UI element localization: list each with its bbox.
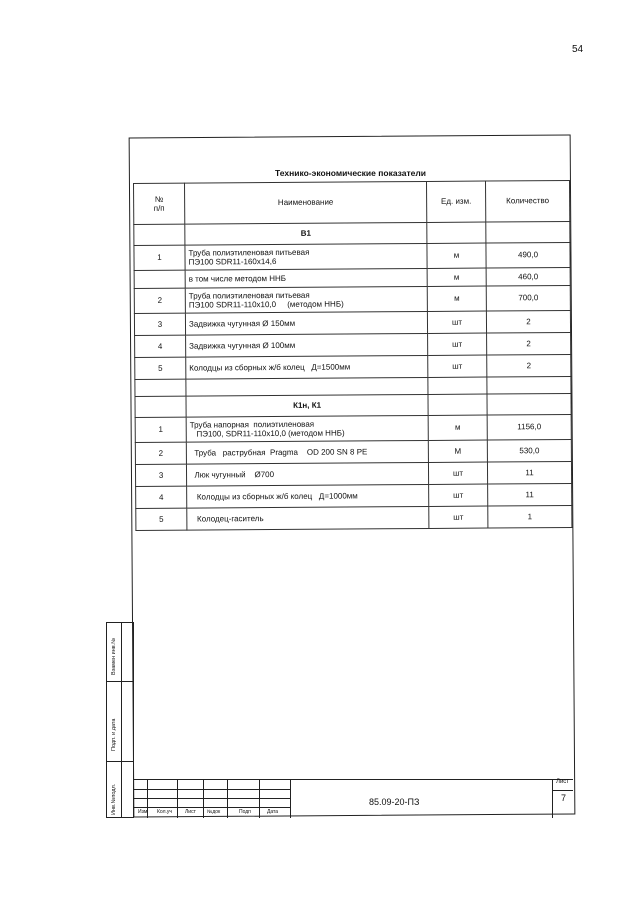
header-qty: Количество <box>485 180 569 222</box>
row-name: Люк чугунный Ø700 <box>186 462 428 486</box>
side-label-inv-podl: Инв.№подл. <box>111 783 117 815</box>
row-qty: 1 <box>488 505 572 528</box>
stamp-label-num-dok: №док <box>207 809 221 815</box>
stamp-label-podp: Подп <box>239 809 251 815</box>
row-num: 2 <box>134 288 185 313</box>
row-name: в том числе методом ННБ <box>185 268 427 288</box>
stamp-label-izm: Изм <box>138 809 148 815</box>
row-name: Труба полиэтиленовая питьевая ПЭ100 SDR11-160х14,6 <box>185 243 427 270</box>
empty-cell <box>134 224 185 245</box>
side-label-inv-zam: Взамен инв.№ <box>111 637 117 675</box>
row-num: 5 <box>135 357 186 379</box>
row-num <box>134 270 185 288</box>
header-name: Наименование <box>185 181 427 224</box>
table-row <box>135 461 571 486</box>
page-number: 54 <box>572 44 584 55</box>
document-code: 85.09-20-ПЗ <box>369 797 420 807</box>
row-num: 3 <box>134 313 185 335</box>
row-num: 1 <box>134 245 185 270</box>
row-name: Задвижка чугунная Ø 100мм <box>186 333 428 357</box>
row-unit: шт <box>428 333 487 355</box>
table-row <box>135 332 571 357</box>
row-name: Труба раструбная Pragma OD 200 SN 8 PE <box>186 440 428 464</box>
table-row <box>135 439 571 464</box>
empty-cell <box>486 221 570 243</box>
header-num: № п/п <box>134 183 185 224</box>
row-name: Задвижка чугунная Ø 150мм <box>185 311 427 335</box>
document-title: Технико-экономические показатели <box>275 168 427 178</box>
row-qty: 700,0 <box>486 285 570 311</box>
empty-cell <box>428 377 487 394</box>
row-qty: 460,0 <box>486 267 570 286</box>
row-qty: 11 <box>488 483 572 506</box>
row-num: 3 <box>135 464 186 486</box>
table-row <box>135 414 571 442</box>
row-qty: 11 <box>487 461 571 484</box>
row-unit: шт <box>428 462 487 484</box>
table-row <box>134 310 570 335</box>
row-name: Колодцы из сборных ж/б колец Д=1000мм <box>187 484 429 508</box>
side-strip <box>106 622 134 818</box>
empty-cell <box>428 394 487 415</box>
row-qty: 2 <box>487 354 571 377</box>
empty-cell <box>487 393 571 415</box>
row-unit: шт <box>428 355 487 377</box>
empty-cell <box>427 222 486 243</box>
row-qty: 1156,0 <box>487 414 571 440</box>
row-name: Колодец-гаситель <box>187 506 429 530</box>
row-qty: 490,0 <box>486 242 570 268</box>
row-num: 4 <box>136 486 187 508</box>
row-unit: м <box>428 415 487 440</box>
side-label-podp-data: Подп. и дата <box>111 718 117 751</box>
empty-cell <box>135 396 186 417</box>
table-row <box>136 483 572 508</box>
row-name: Колодцы из сборных ж/б колец Д=1500мм <box>186 355 428 379</box>
indicators-table <box>133 180 572 531</box>
stamp-label-list: Лист <box>185 809 196 815</box>
row-num: 1 <box>135 417 186 442</box>
section-row <box>135 393 571 417</box>
section-row <box>134 221 570 245</box>
row-unit: м <box>427 243 486 268</box>
row-unit: м <box>427 286 486 311</box>
table-row <box>136 505 572 530</box>
row-unit: шт <box>429 484 488 506</box>
row-qty: 2 <box>486 310 570 333</box>
header-unit: Ед. изм. <box>426 181 485 222</box>
table-row <box>135 354 571 379</box>
stamp-label-kol-uch: Кол.уч <box>157 809 172 815</box>
section-title: К1н, К1 <box>186 394 428 417</box>
empty-cell <box>135 379 186 396</box>
sheet-number: 7 <box>561 793 567 803</box>
empty-cell <box>186 377 428 396</box>
row-name: Труба полиэтиленовая питьевая ПЭ100 SDR11-110х10,0 (методом ННБ) <box>185 286 427 313</box>
title-block <box>133 779 573 817</box>
empty-cell <box>487 376 571 394</box>
table-row <box>134 285 570 313</box>
row-name: Труба напорная полиэтиленовая ПЭ100, SDR11-110х10,0 (методом ННБ) <box>186 415 428 442</box>
row-unit: шт <box>429 506 488 528</box>
row-num: 5 <box>136 508 187 530</box>
row-qty: 2 <box>487 332 571 355</box>
row-unit: М <box>428 440 487 462</box>
table-row <box>134 242 570 270</box>
row-unit: шт <box>427 311 486 333</box>
table-header-row <box>134 180 570 224</box>
section-title: В1 <box>185 222 427 245</box>
row-num: 4 <box>135 335 186 357</box>
row-num: 2 <box>135 442 186 464</box>
row-qty: 530,0 <box>487 439 571 462</box>
row-unit: м <box>427 268 486 286</box>
stamp-label-data: Дата <box>267 809 279 815</box>
sheet-label: Лист <box>556 779 570 785</box>
